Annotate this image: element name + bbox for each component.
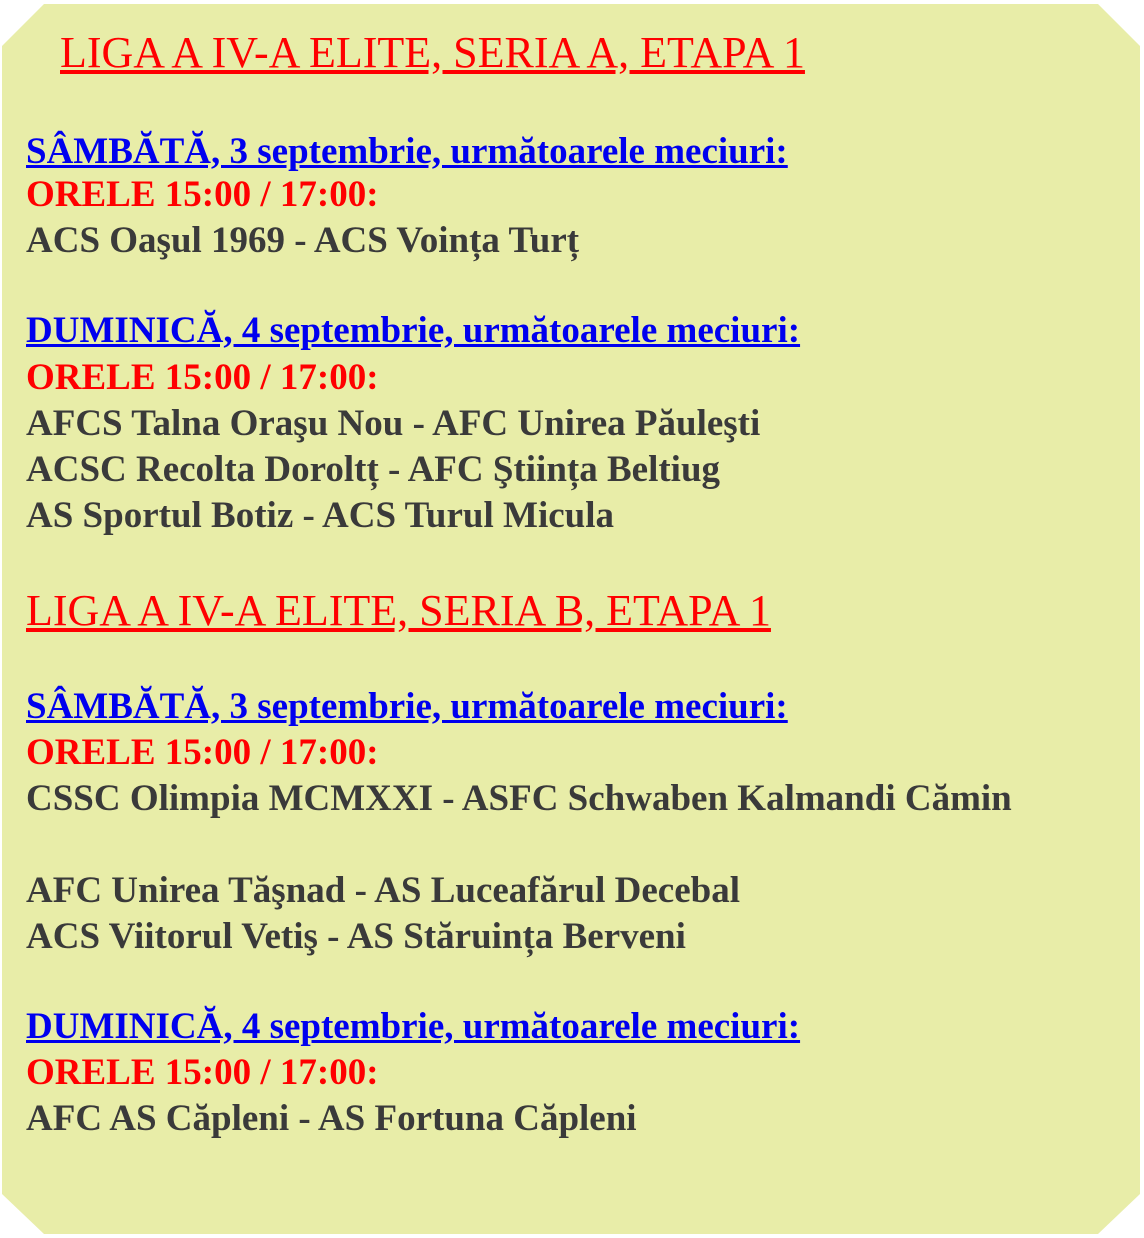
match-item: AFC Unirea Tăşnad - AS Luceafărul Decebal — [26, 870, 740, 911]
match-item: ACS Viitorul Vetiş - AS Stăruința Berveni — [26, 916, 686, 957]
seria-a-saturday-hours: ORELE 15:00 / 17:00: — [26, 174, 379, 215]
seria-b-sunday-heading[interactable]: DUMINICĂ, 4 septembrie, următoarele meciuri: — [26, 1006, 801, 1047]
match-item: AFCS Talna Oraşu Nou - AFC Unirea Păuleşti — [26, 403, 761, 444]
match-item: AFC AS Căpleni - AS Fortuna Căpleni — [26, 1098, 637, 1139]
match-item: CSSC Olimpia MCMXXI - ASFC Schwaben Kalmandi Cămin — [26, 778, 1012, 819]
seria-a-saturday-heading[interactable]: SÂMBĂTĂ, 3 septembrie, următoarele meciuri: — [26, 131, 788, 172]
match-item: ACSC Recolta Doroltț - AFC Ştiința Beltiug — [26, 449, 721, 490]
seria-b-saturday-heading[interactable]: SÂMBĂTĂ, 3 septembrie, următoarele meciuri: — [26, 686, 788, 727]
seria-b-title: LIGA A IV-A ELITE, SERIA B, ETAPA 1 — [26, 586, 771, 635]
match-item: AS Sportul Botiz - ACS Turul Micula — [26, 495, 615, 536]
match-item: ACS Oaşul 1969 - ACS Voința Turț — [26, 220, 580, 261]
seria-a-title: LIGA A IV-A ELITE, SERIA A, ETAPA 1 — [60, 28, 805, 77]
seria-b-saturday-hours: ORELE 15:00 / 17:00: — [26, 732, 379, 773]
seria-a-sunday-hours: ORELE 15:00 / 17:00: — [26, 357, 379, 398]
seria-b-sunday-hours: ORELE 15:00 / 17:00: — [26, 1052, 379, 1093]
seria-a-sunday-heading[interactable]: DUMINICĂ, 4 septembrie, următoarele meciuri: — [26, 310, 801, 351]
